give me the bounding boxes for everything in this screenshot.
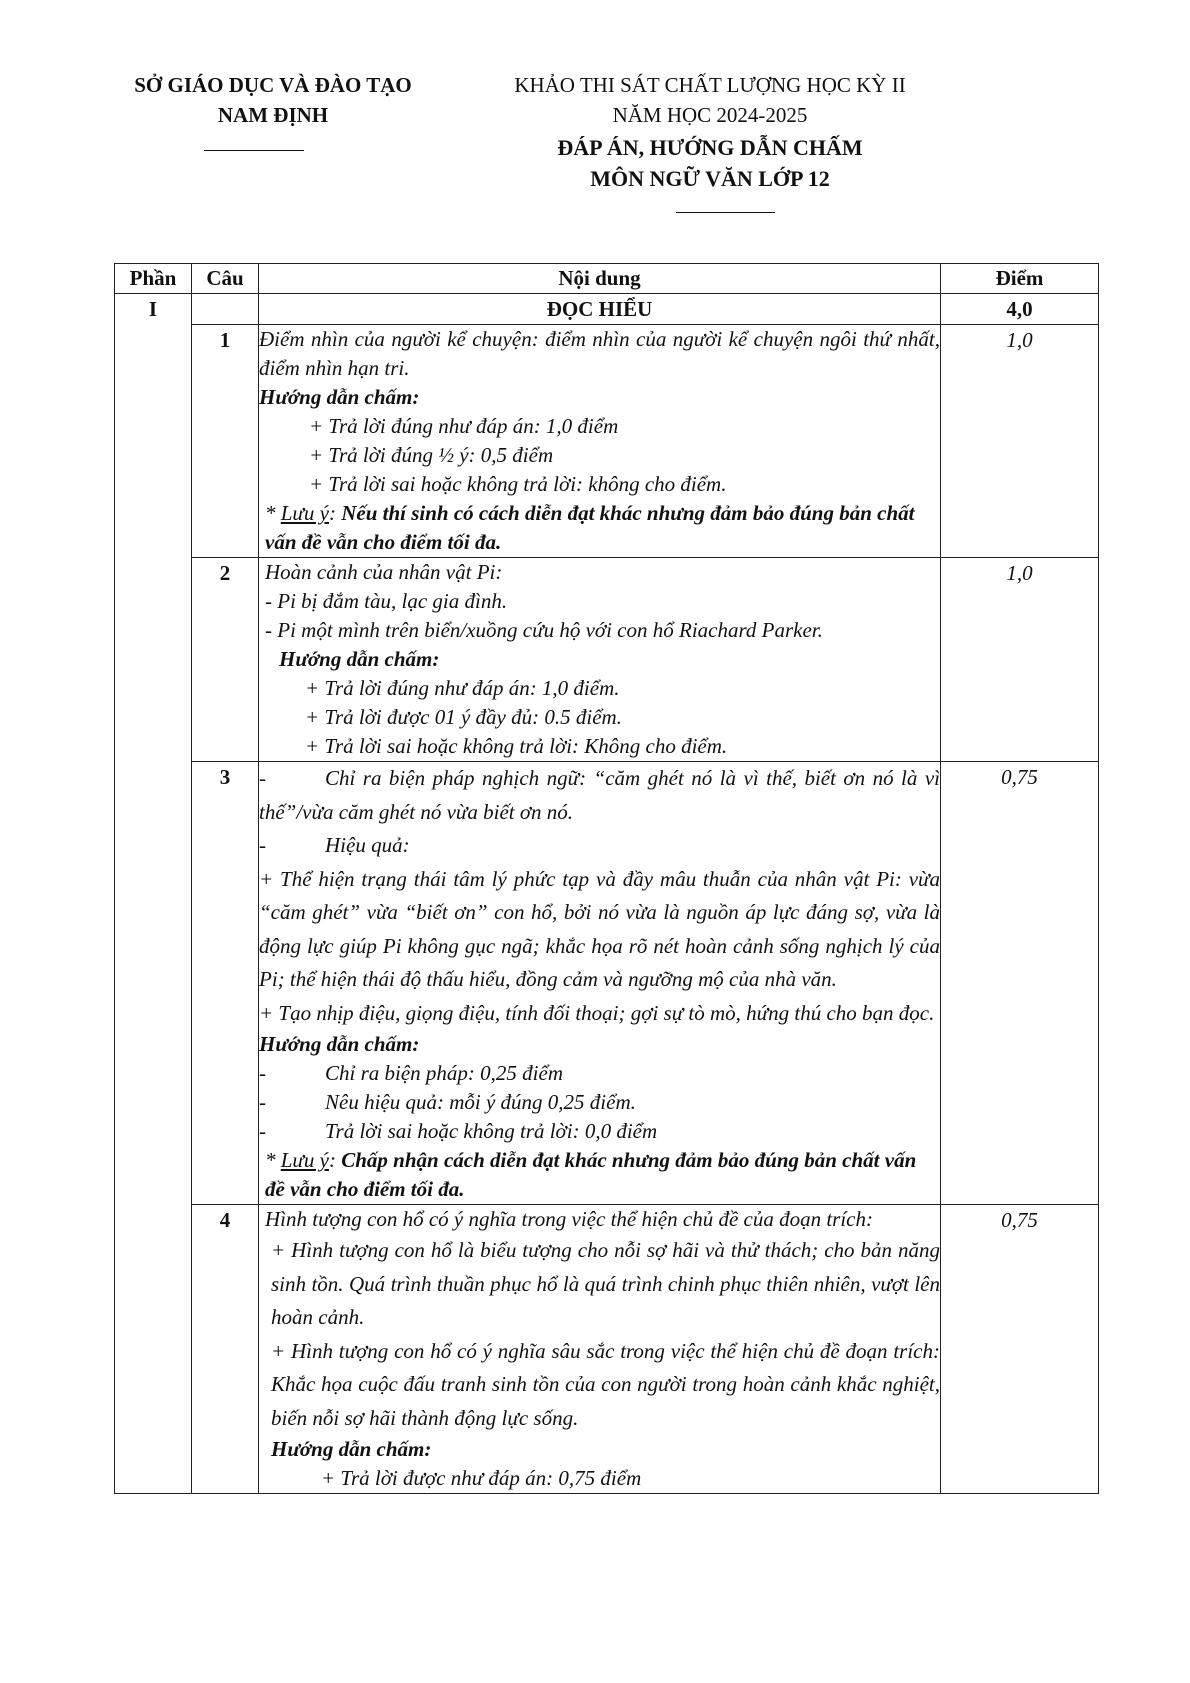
note-label: Lưu ý [280, 1148, 329, 1172]
answer-text: - Hiệu quả: [259, 833, 410, 857]
answer-text: Điểm nhìn của người kể chuyện: điểm nhìn của người kể chuyện ngôi thứ nhất, điểm nhìn hạn tri. [259, 327, 940, 380]
note-text: Nếu thí sinh có cách diễn đạt khác nhưng đảm bảo đúng bản chất vấn đề vẫn cho điểm tối đa. [265, 501, 915, 554]
guide-title: Hướng dẫn chấm: [271, 1437, 432, 1461]
header-right-rule [676, 212, 775, 213]
answer-text: Hình tượng con hổ có ý nghĩa trong việc thể hiện chủ đề của đoạn trích: [265, 1207, 873, 1231]
note-text: Chấp nhận cách diễn đạt khác nhưng đảm bảo đúng bản chất vấn đề vẫn cho điểm tối đa. [265, 1148, 917, 1201]
department-name: SỞ GIÁO DỤC VÀ ĐÀO TẠO [134, 73, 412, 97]
document-title: ĐÁP ÁN, HƯỚNG DẪN CHẤM [557, 135, 863, 160]
header-content: Nội dung [259, 264, 941, 294]
answer-text: Hoàn cảnh của nhân vật Pi: [265, 560, 503, 584]
question-score: 1,0 [941, 558, 1099, 762]
guide-item: + Trả lời sai hoặc không trả lời: Không cho điểm. [305, 734, 728, 758]
header-question: Câu [192, 264, 259, 294]
guide-item: + Trả lời sai hoặc không trả lời: không cho điểm. [309, 472, 727, 496]
note: * Lưu ý: Chấp nhận cách diễn đạt khác nhưng đảm bảo đúng bản chất vấn đề vẫn cho điểm tối đa. [265, 1148, 917, 1201]
question-content [259, 558, 941, 762]
header-left [108, 70, 438, 130]
section-title: ĐỌC HIỂU [259, 294, 941, 325]
answer-text: + Tạo nhịp điệu, giọng điệu, tính đối thoại; gợi sự tò mò, hứng thú cho bạn đọc. [259, 1000, 935, 1025]
header-part: Phần [115, 264, 192, 294]
guide-item: + Trả lời được như đáp án: 0,75 điểm [321, 1466, 642, 1490]
guide-title: Hướng dẫn chấm: [259, 385, 420, 409]
table-row [115, 1205, 1099, 1494]
header-score: Điểm [941, 264, 1099, 294]
answer-text: - Chỉ ra biện pháp nghịch ngữ: “căm ghét nó là vì thế, biết ơn nó là vì thế”/vừa căm ghét nó vừa biết ơn nó. [259, 766, 940, 824]
answer-text: - Pi một mình trên biển/xuồng cứu hộ với con hổ Riachard Parker. [265, 618, 823, 642]
question-score: 1,0 [941, 325, 1099, 558]
exam-title: KHẢO THI SÁT CHẤT LƯỢNG HỌC KỲ II [514, 73, 906, 97]
subject-title: MÔN NGỮ VĂN LỚP 12 [590, 166, 830, 191]
answer-text: + Thể hiện trạng thái tâm lý phức tạp và đầy mâu thuẫn của nhân vật Pi: vừa “căm ghét” vừa “biết ơn” con hổ, bởi nó vừa là nguồn áp lực đáng sợ, vừa là động lực giúp Pi không gục ngã; khắc họa rõ nét hoàn cảnh sống nghịch lý của Pi; thể hiện thái độ thấu hiểu, đồng cảm và ngưỡng mộ của nhà văn. [259, 866, 940, 991]
question-content [259, 762, 941, 1205]
province-name: NAM ĐỊNH [217, 103, 329, 127]
question-number: 3 [192, 762, 259, 1205]
guide-item: - Nêu hiệu quả: mỗi ý đúng 0,25 điểm. [259, 1090, 636, 1114]
guide-item: + Trả lời đúng ½ ý: 0,5 điểm [309, 443, 554, 467]
note: * Lưu ý: Nếu thí sinh có cách diễn đạt khác nhưng đảm bảo đúng bản chất vấn đề vẫn cho điểm tối đa. [265, 501, 915, 554]
question-content [259, 325, 941, 558]
question-score: 0,75 [941, 1205, 1099, 1494]
header-left-rule [204, 150, 304, 151]
guide-item: - Trả lời sai hoặc không trả lời: 0,0 điểm [259, 1119, 658, 1143]
section-part: I [115, 294, 192, 1494]
answer-text: + Hình tượng con hổ là biểu tượng cho nỗi sợ hãi và thử thách; cho bản năng sinh tồn. Quá trình thuần phục hổ là quá trình chinh phục thiên nhiên, vượt lên hoàn cảnh. [271, 1238, 940, 1329]
guide-item: + Trả lời đúng như đáp án: 1,0 điểm. [305, 676, 620, 700]
question-content [259, 1205, 941, 1494]
answer-text: + Hình tượng con hổ có ý nghĩa sâu sắc trong việc thể hiện chủ đề đoạn trích: Khắc họa cuộc đấu tranh sinh tồn của con người trong hoàn cảnh khắc nghiệt, biến nỗi sợ hãi thành động lực sống. [271, 1338, 940, 1430]
table-row [115, 325, 1099, 558]
header-right [470, 70, 950, 194]
section-score: 4,0 [941, 294, 1099, 325]
answer-text: - Pi bị đắm tàu, lạc gia đình. [265, 589, 508, 613]
section-empty-cell [192, 294, 259, 325]
question-score: 0,75 [941, 762, 1099, 1205]
note-label: Lưu ý [280, 501, 329, 525]
guide-item: + Trả lời được 01 ý đầy đủ: 0.5 điểm. [305, 705, 622, 729]
question-number: 4 [192, 1205, 259, 1494]
school-year: NĂM HỌC 2024-2025 [612, 103, 808, 127]
guide-item: - Chỉ ra biện pháp: 0,25 điểm [259, 1061, 563, 1085]
table-header-row [115, 264, 1099, 294]
question-number: 2 [192, 558, 259, 762]
table-row [115, 558, 1099, 762]
section-row [115, 294, 1099, 325]
table-row [115, 762, 1099, 1205]
guide-item: + Trả lời đúng như đáp án: 1,0 điểm [309, 414, 619, 438]
question-number: 1 [192, 325, 259, 558]
guide-title: Hướng dẫn chấm: [279, 647, 440, 671]
grading-table [114, 263, 1099, 1494]
guide-title: Hướng dẫn chấm: [259, 1032, 420, 1056]
